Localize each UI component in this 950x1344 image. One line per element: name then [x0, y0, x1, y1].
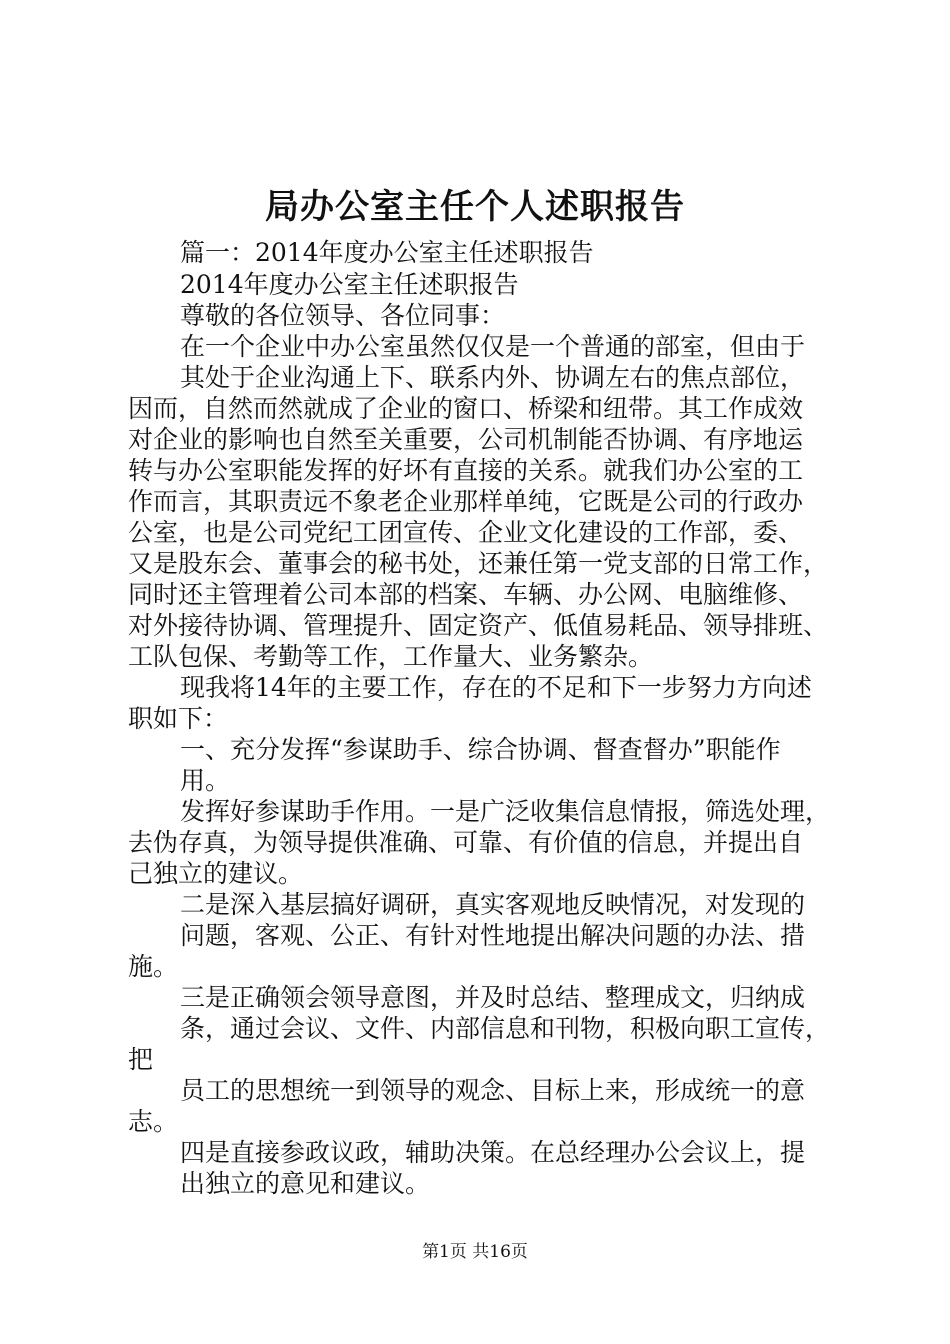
paragraph-line: 转与办公室职能发挥的好坏有直接的关系。就我们办公室的工 [128, 456, 804, 485]
paragraph-line: 用。 [180, 766, 231, 795]
paragraph-line: 四是直接参政议政，辅助决策。在总经理办公会议上，提 [180, 1138, 806, 1167]
paragraph-line: 一、充分发挥“参谋助手、综合协调、督查督办”职能作 [180, 735, 781, 764]
paragraph-line: 职如下： [128, 704, 229, 733]
paragraph-line: 施。 [128, 952, 179, 981]
paragraph-line: 对企业的影响也自然至关重要，公司机制能否协调、有序地运 [128, 425, 804, 454]
paragraph-line: 同时还主管理着公司本部的档案、车辆、办公网、电脑维修、 [128, 580, 804, 609]
paragraph-line: 公室，也是公司党纪工团宣传、企业文化建设的工作部，委、 [128, 518, 804, 547]
page-footer: 第1页 共16页 [422, 1242, 528, 1262]
paragraph-line: 在一个企业中办公室虽然仅仅是一个普通的部室，但由于 [180, 332, 806, 361]
paragraph-line: 志。 [128, 1107, 179, 1136]
paragraph-line: 己独立的建议。 [128, 859, 304, 888]
paragraph-line: 条，通过会议、文件、内部信息和刊物，积极向职工宣传， [180, 1014, 831, 1043]
paragraph-line: 对外接待协调、管理提升、固定资产、低值易耗品、领导排班、 [128, 611, 829, 640]
paragraph-line: 把 [128, 1045, 154, 1074]
document-title: 局办公室主任个人述职报告 [265, 187, 685, 227]
paragraph-line: 尊敬的各位领导、各位同事： [180, 301, 506, 330]
paragraph-line: 三是正确领会领导意图，并及时总结、整理成文，归纳成 [180, 983, 806, 1012]
paragraph-line: 去伪存真，为领导提供准确、可靠、有价值的信息，并提出自 [128, 828, 804, 857]
paragraph-line: 篇一：2014年度办公室主任述职报告 [180, 238, 594, 267]
paragraph-line: 二是深入基层搞好调研，真实客观地反映情况，对发现的 [180, 890, 806, 919]
paragraph-line: 问题，客观、公正、有针对性地提出解决问题的办法、措 [180, 921, 806, 950]
paragraph-line: 员工的思想统一到领导的观念、目标上来，形成统一的意 [180, 1076, 806, 1105]
paragraph-line: 因而，自然而然就成了企业的窗口、桥梁和纽带。其工作成效 [128, 394, 804, 423]
paragraph-line: 作而言，其职责远不象老企业那样单纯，它既是公司的行政办 [128, 487, 804, 516]
paragraph-line: 工队包保、考勤等工作，工作量大、业务繁杂。 [128, 642, 654, 671]
paragraph-line: 发挥好参谋助手作用。一是广泛收集信息情报，筛选处理， [180, 797, 831, 826]
paragraph-line: 又是股东会、董事会的秘书处，还兼任第一党支部的日常工作， [128, 549, 829, 578]
paragraph-line: 现我将14年的主要工作，存在的不足和下一步努力方向述 [180, 673, 812, 702]
paragraph-line: 其处于企业沟通上下、联系内外、协调左右的焦点部位， [180, 363, 806, 392]
paragraph-line: 出独立的意见和建议。 [180, 1169, 431, 1198]
paragraph-line: 2014年度办公室主任述职报告 [180, 270, 519, 299]
